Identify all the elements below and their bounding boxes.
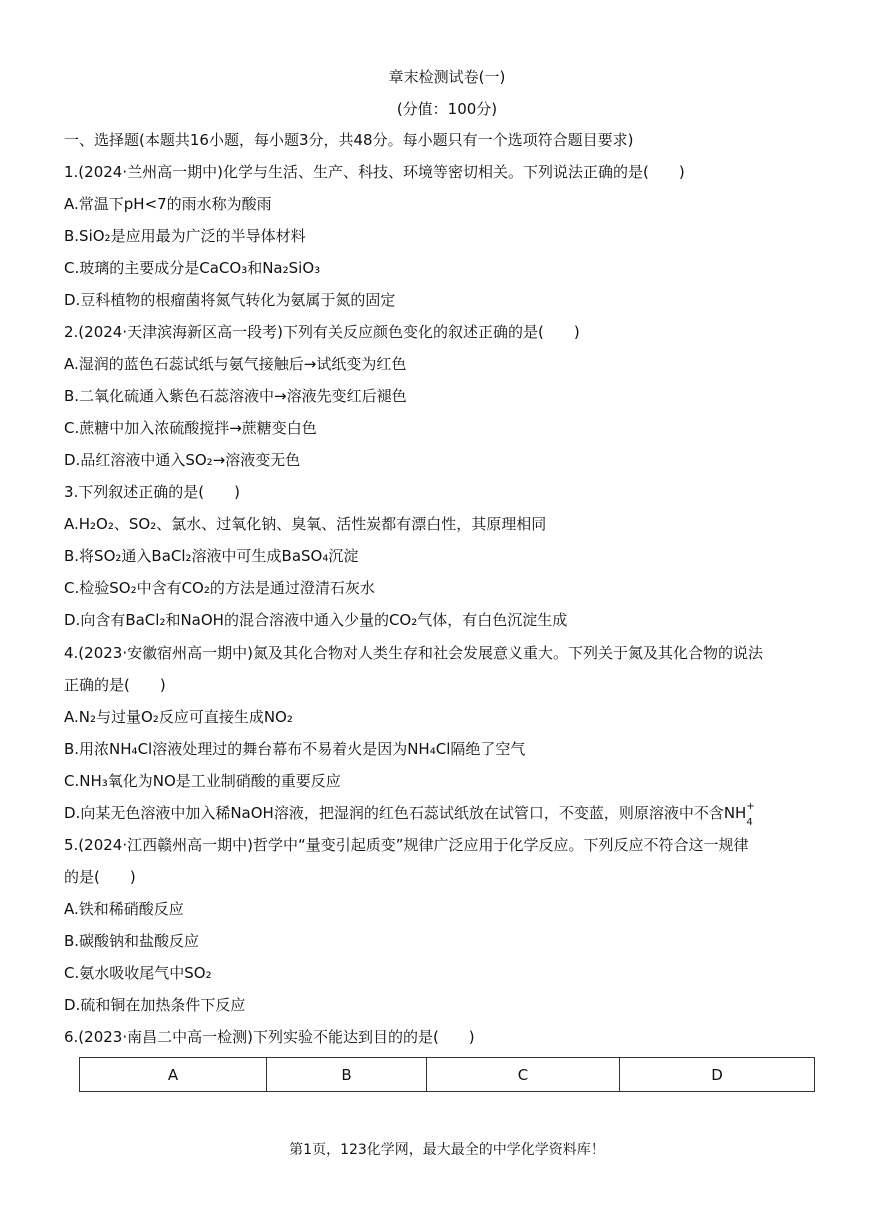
column-header-a: A xyxy=(80,1058,267,1092)
option-b: B.将SO₂通入BaCl₂溶液中可生成BaSO₄沉淀 xyxy=(64,547,359,565)
option-a: A.湿润的蓝色石蕊试纸与氨气接触后→试纸变为红色 xyxy=(64,355,407,373)
option-c: C.氨水吸收尾气中SO₂ xyxy=(64,964,212,982)
column-header-c: C xyxy=(427,1058,620,1092)
option-c: C.NH₃氧化为NO是工业制硝酸的重要反应 xyxy=(64,772,341,790)
column-header-b: B xyxy=(267,1058,427,1092)
question-stem-continued: 正确的是( ) xyxy=(64,676,166,694)
score-note: (分值：100分) xyxy=(396,100,498,118)
option-c: C.玻璃的主要成分是CaCO₃和Na₂SiO₃ xyxy=(64,259,321,277)
table-header-row xyxy=(80,1058,815,1092)
question-stem: 4.(2023·安徽宿州高一期中)氮及其化合物对人类生存和社会发展意义重大。下列关于氮及其化合物的说法 xyxy=(64,644,763,662)
question-stem: 2.(2024·天津滨海新区高一段考)下列有关反应颜色变化的叙述正确的是( ) xyxy=(64,323,580,341)
option-a: A.铁和稀硝酸反应 xyxy=(64,900,184,918)
option-d-text: D.向某无色溶液中加入稀NaOH溶液，把湿润的红色石蕊试纸放在试管口，不变蓝，则原溶液中不含NH xyxy=(64,804,747,822)
page-footer: 第1页，123化学网，最大最全的中学化学资料库！ xyxy=(289,1142,605,1158)
option-d: D.品红溶液中通入SO₂→溶液变无色 xyxy=(64,451,301,469)
question-stem: 6.(2023·南昌二中高一检测)下列实验不能达到目的的是( ) xyxy=(64,1028,475,1046)
option-a: A.N₂与过量O₂反应可直接生成NO₂ xyxy=(64,708,293,726)
column-header-d: D xyxy=(620,1058,815,1092)
question-stem: 3.下列叙述正确的是( ) xyxy=(64,483,241,501)
ion-superscript: + xyxy=(746,801,755,812)
option-b: B.SiO₂是应用最为广泛的半导体材料 xyxy=(64,227,306,245)
option-d: D.豆科植物的根瘤菌将氮气转化为氨属于氮的固定 xyxy=(64,291,396,309)
option-b: B.二氧化硫通入紫色石蕊溶液中→溶液先变红后褪色 xyxy=(64,387,407,405)
experiment-table xyxy=(79,1057,815,1092)
option-c: C.检验SO₂中含有CO₂的方法是通过澄清石灰水 xyxy=(64,579,375,597)
page-title: 章末检测试卷(一) xyxy=(388,68,506,86)
option-d xyxy=(64,801,755,828)
option-a: A.常温下pH<7的雨水称为酸雨 xyxy=(64,195,272,213)
ion-subscript: 4 xyxy=(746,817,753,828)
option-d: D.向含有BaCl₂和NaOH的混合溶液中通入少量的CO₂气体，有白色沉淀生成 xyxy=(64,611,568,629)
question-stem: 5.(2024·江西赣州高一期中)哲学中“量变引起质变”规律广泛应用于化学反应。下列反应不符合这一规律 xyxy=(64,836,749,854)
question-stem-continued: 的是( ) xyxy=(64,868,136,886)
option-a: A.H₂O₂、SO₂、氯水、过氧化钠、臭氧、活性炭都有漂白性，其原理相同 xyxy=(64,515,547,533)
option-d: D.硫和铜在加热条件下反应 xyxy=(64,996,246,1014)
section-heading: 一、选择题(本题共16小题，每小题3分，共48分。每小题只有一个选项符合题目要求) xyxy=(64,131,634,149)
option-c: C.蔗糖中加入浓硫酸搅拌→蔗糖变白色 xyxy=(64,419,317,437)
option-b: B.碳酸钠和盐酸反应 xyxy=(64,932,200,950)
question-stem: 1.(2024·兰州高一期中)化学与生活、生产、科技、环境等密切相关。下列说法正确的是( ) xyxy=(64,163,685,181)
option-b: B.用浓NH₄Cl溶液处理过的舞台幕布不易着火是因为NH₄Cl隔绝了空气 xyxy=(64,740,526,758)
